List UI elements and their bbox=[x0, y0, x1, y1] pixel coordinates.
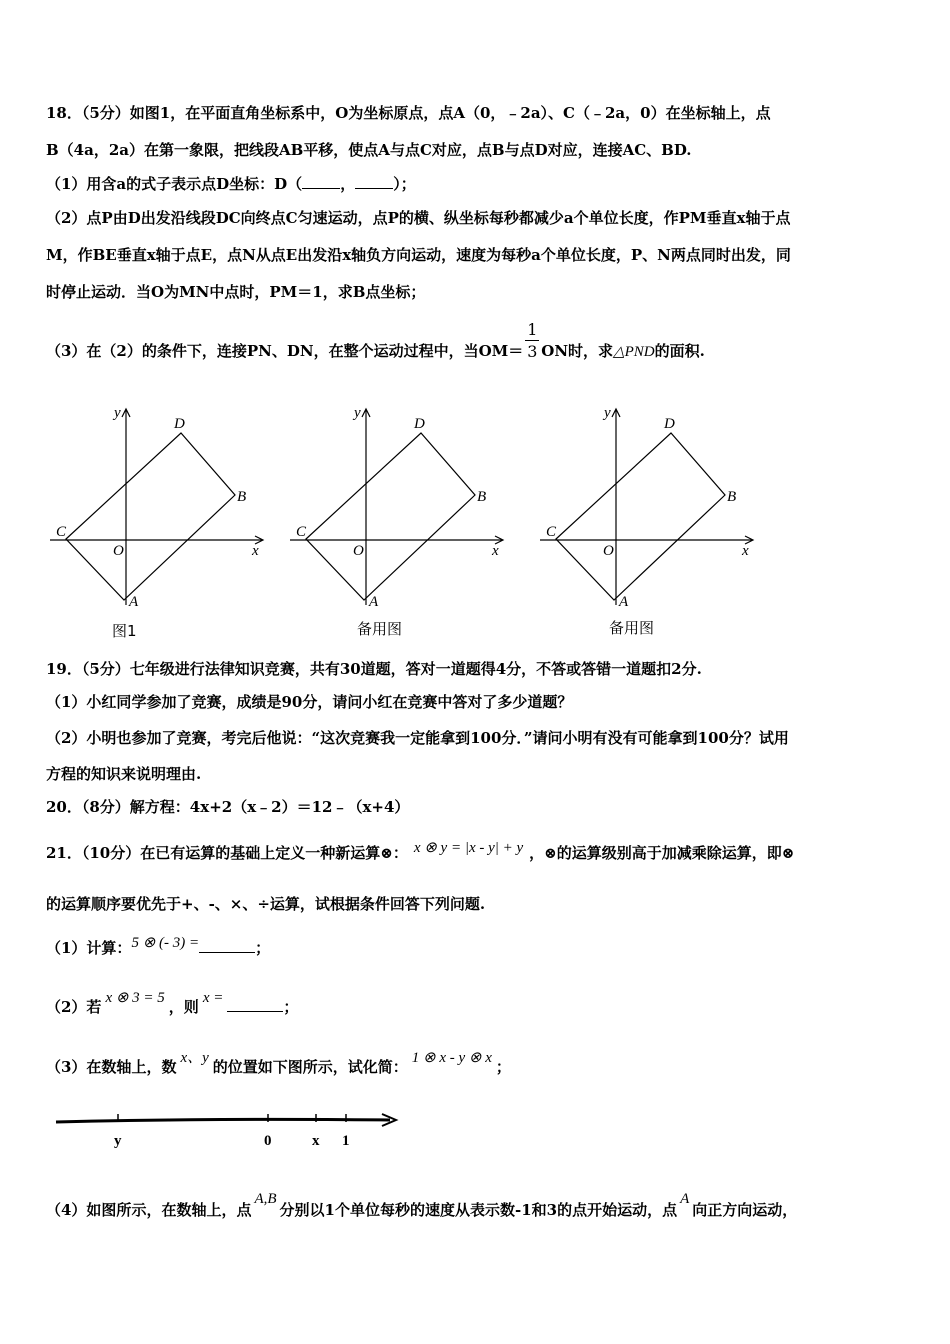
numberline-label-y: y bbox=[114, 1133, 122, 1149]
fig3-label-y: y bbox=[604, 405, 611, 421]
q21-part2 bbox=[46, 990, 299, 1018]
fig1-label-x: x bbox=[252, 543, 259, 559]
fig3-label-a: A bbox=[619, 594, 629, 610]
numberline-label-zero: 0 bbox=[264, 1133, 272, 1149]
fig2-label-b: B bbox=[477, 489, 487, 505]
fig1-parallelogram bbox=[66, 433, 235, 600]
fig1-label-a: A bbox=[129, 594, 139, 610]
q21-part2-label: （2）若 bbox=[46, 998, 102, 1016]
q18-part1-text: （1）用含a的式子表示点D坐标：D（ bbox=[46, 175, 303, 193]
fig1-label-o: O bbox=[113, 543, 124, 559]
q21-part4-label: （4）如图所示，在数轴上，点 bbox=[46, 1201, 252, 1219]
q21-part2-end: ； bbox=[283, 998, 299, 1016]
figure-caption-1: 图1 bbox=[112, 622, 137, 640]
answer-blank-2 bbox=[355, 174, 393, 189]
fig3-label-x: x bbox=[742, 543, 749, 559]
q21-part2-then: ，则 bbox=[168, 998, 199, 1016]
q19-part2-line2: 方程的知识来说明理由. bbox=[46, 765, 202, 783]
q19-part1: （1）小红同学参加了竞赛，成绩是90分，请问小红在竞赛中答对了多少道题？ bbox=[46, 693, 573, 711]
q21-part3-label: （3）在数轴上，数 bbox=[46, 1058, 177, 1076]
q21-part3-end: ； bbox=[495, 1058, 511, 1076]
fig2-label-o: O bbox=[353, 543, 364, 559]
fig3-label-d: D bbox=[664, 416, 675, 432]
q21-part4-end: 向正方向运动， bbox=[692, 1201, 798, 1219]
q18-part1 bbox=[46, 174, 416, 194]
q18-part3 bbox=[46, 320, 705, 362]
fraction-denominator: 3 bbox=[527, 342, 538, 361]
q21-part1-label: （1）计算： bbox=[46, 939, 132, 957]
fig2-label-x: x bbox=[492, 543, 499, 559]
figure-caption-2: 备用图 bbox=[357, 620, 403, 638]
answer-blank-1 bbox=[302, 174, 340, 189]
q18-part2-line1: （2）点P由D出发沿线段DC向终点C匀速运动，点P的横、纵坐标每秒都减少a个单位长度，作PM垂直x轴于点 bbox=[46, 209, 791, 227]
q18-line1: 18．（5分）如图1，在平面直角坐标系中，O为坐标原点，点A（0，﹣2a）、C（﹣2a，0）在坐标轴上，点 bbox=[46, 104, 771, 122]
q20-line1: 20．（8分）解方程：4x+2（x﹣2）＝12﹣（x+4） bbox=[46, 798, 410, 816]
answer-blank-4 bbox=[227, 997, 283, 1012]
q18-part1-sep: ， bbox=[340, 175, 356, 193]
q21-part4-text: 分别以1个单位每秒的速度从表示数-1和3的点开始运动，点 bbox=[279, 1201, 678, 1219]
fig3-parallelogram bbox=[556, 433, 725, 600]
fig2-parallelogram bbox=[306, 433, 475, 600]
q19-line1: 19．（5分）七年级进行法律知识竞赛，共有30道题，答对一道题得4分，不答或答错一道题扣2分. bbox=[46, 660, 702, 678]
triangle-pnd: △PND bbox=[613, 344, 655, 360]
q21-line1 bbox=[46, 840, 795, 864]
q18-part3-text3: 的面积. bbox=[654, 342, 705, 360]
q21-line2: 的运算顺序要优先于+、-、×、÷运算，试根据条件回答下列问题. bbox=[46, 895, 486, 913]
fraction-one-third bbox=[525, 320, 539, 362]
q18-part2-line2: M，作BE垂直x轴于点E，点N从点E出发沿x轴负方向运动，速度为每秒a个单位长度，P、N两点同时出发，同 bbox=[46, 246, 791, 264]
q18-part2-line3: 时停止运动．当O为MN中点时，PM＝1，求B点坐标； bbox=[46, 283, 426, 301]
fig3-label-o: O bbox=[603, 543, 614, 559]
q21-part2-expr2: x = bbox=[202, 990, 224, 1006]
q21-part3-expr: 1 ⊗ x - y ⊗ x bbox=[411, 1050, 492, 1066]
q21-part3-vars: x、y bbox=[180, 1050, 209, 1066]
fig2-label-y: y bbox=[354, 405, 361, 421]
fig2-label-a: A bbox=[369, 594, 379, 610]
fraction-bar bbox=[525, 340, 539, 341]
fig1-label-b: B bbox=[237, 489, 247, 505]
q21-part4 bbox=[46, 1191, 798, 1221]
q19-part2-line1: （2）小明也参加了竞赛，考完后他说：“这次竞赛我一定能拿到100分．”请问小明有没有可能拿到100分？试用 bbox=[46, 729, 789, 747]
q21-part4-point-a: A bbox=[680, 1191, 690, 1207]
figure-caption-3: 备用图 bbox=[609, 619, 655, 637]
q21-part1-end: ； bbox=[255, 939, 271, 957]
numberline-label-one: 1 bbox=[342, 1133, 350, 1149]
fraction-numerator: 1 bbox=[527, 320, 538, 339]
q21-intro2: ，⊗的运算级别高于加减乘除运算，即⊗ bbox=[529, 844, 795, 862]
q21-definition: x ⊗ y = |x - y| + y bbox=[413, 840, 524, 856]
fig1-label-y: y bbox=[114, 405, 121, 421]
numberline-label-x: x bbox=[312, 1133, 320, 1149]
fig1-label-d: D bbox=[174, 416, 185, 432]
q21-part2-expr: x ⊗ 3 = 5 bbox=[105, 990, 165, 1006]
fig1-label-c: C bbox=[56, 524, 67, 540]
q21-part1-expr: 5 ⊗ (- 3) = bbox=[131, 935, 200, 951]
fig3-label-b: B bbox=[727, 489, 737, 505]
q21-part3 bbox=[46, 1050, 511, 1078]
q21-intro: 21．（10分）在已有运算的基础上定义一种新运算⊗： bbox=[46, 844, 408, 862]
q21-part1 bbox=[46, 935, 271, 959]
q18-line2: B（4a，2a）在第一象限，把线段AB平移，使点A与点C对应，点B与点D对应，连接AC、BD. bbox=[46, 141, 692, 159]
q18-part3-text2: ON时，求 bbox=[541, 342, 614, 360]
number-line bbox=[50, 1105, 410, 1155]
q18-part1-end: ）； bbox=[393, 175, 416, 193]
fig2-label-d: D bbox=[414, 416, 425, 432]
number-line-axis bbox=[56, 1119, 390, 1122]
coordinate-figures bbox=[0, 395, 950, 645]
fig2-label-c: C bbox=[296, 524, 307, 540]
q21-part4-points: A,B bbox=[254, 1191, 277, 1207]
q18-part3-text: （3）在（2）的条件下，连接PN、DN，在整个运动过程中，当OM＝ bbox=[46, 342, 524, 360]
q21-part3-text: 的位置如下图所示，试化简： bbox=[212, 1058, 408, 1076]
answer-blank-3 bbox=[199, 938, 255, 953]
fig3-label-c: C bbox=[546, 524, 557, 540]
